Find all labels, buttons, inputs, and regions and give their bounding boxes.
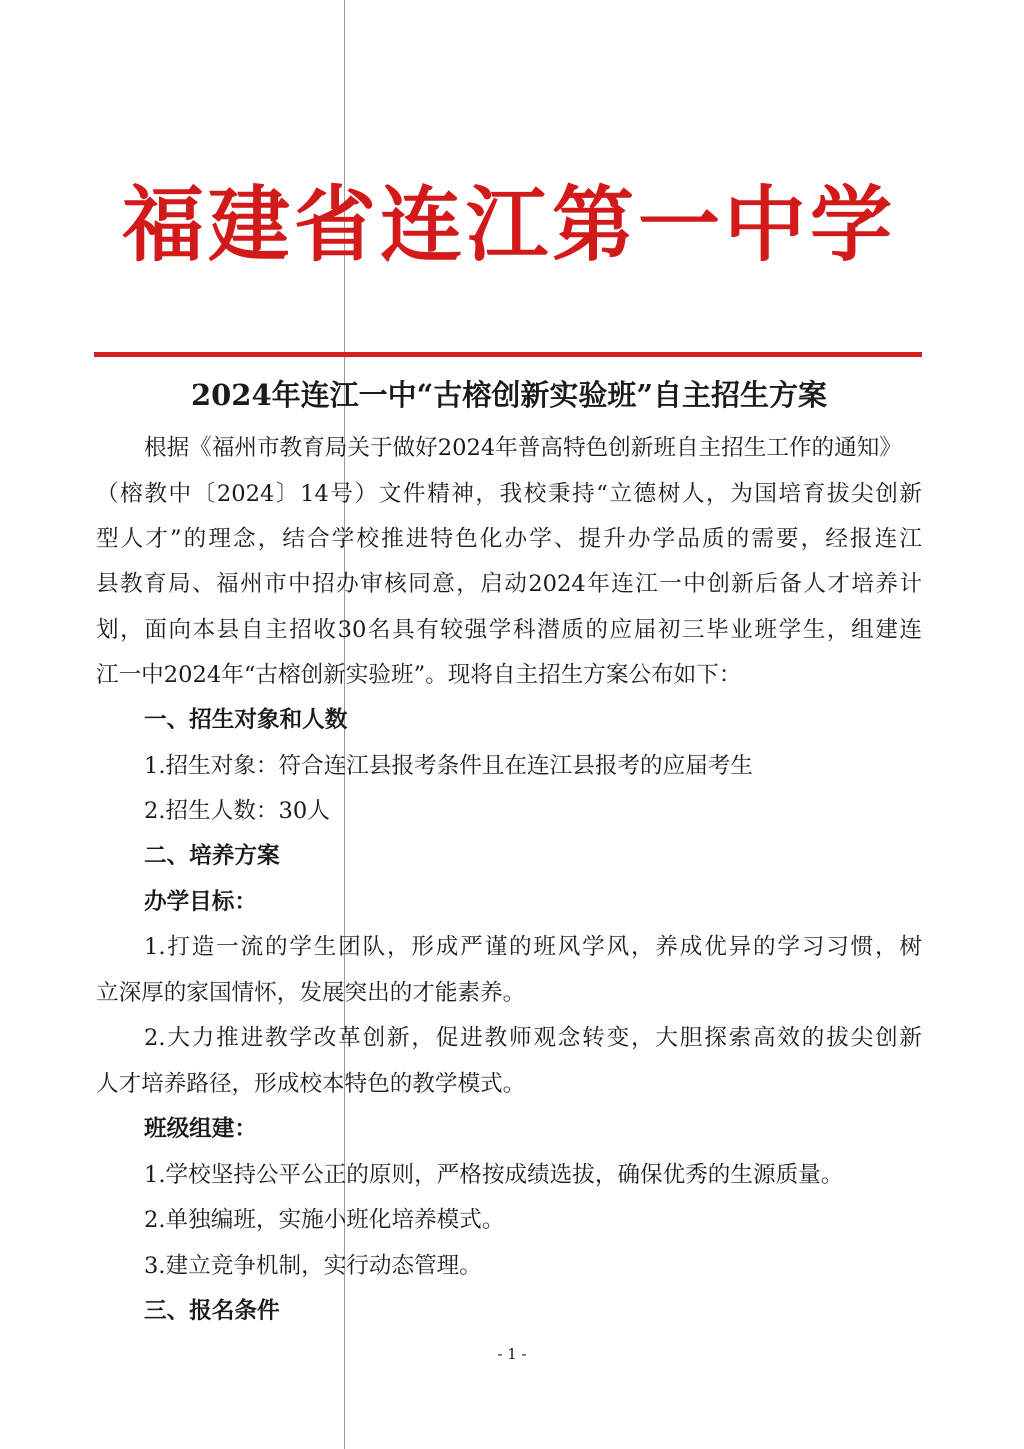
class-item-2: 2.单独编班，实施小班化培养模式。 — [144, 1207, 505, 1233]
intro-line-1: 根据《福州市教育局关于做好2024年普高特色创新班自主招生工作的通知》 — [144, 435, 902, 461]
section3-heading: 三、报名条件 — [144, 1298, 280, 1324]
section2-heading: 二、培养方案 — [144, 843, 280, 869]
goals-heading: 办学目标： — [144, 889, 257, 915]
goal-1-line-1: 1.打造一流的学生团队，形成严谨的班风学风，养成优异的学习习惯，树 — [144, 934, 922, 960]
intro-line-6: 江一中2024年“古榕创新实验班”。现将自主招生方案公布如下： — [96, 662, 742, 688]
red-divider-rule — [94, 352, 922, 357]
intro-line-3: 型人才”的理念，结合学校推进特色化办学、提升办学品质的需要，经报连江 — [96, 526, 922, 552]
class-heading: 班级组建： — [144, 1116, 257, 1142]
goal-1-line-2: 立深厚的家国情怀，发展突出的才能素养。 — [96, 980, 526, 1006]
school-masthead: 福建省连江第一中学 — [121, 177, 896, 273]
page-number: - 1 - — [497, 1345, 527, 1363]
section1-item-1: 1.招生对象：符合连江县报考条件且在连江县报考的应届考生 — [144, 753, 753, 779]
section1-item-2: 2.招生人数：30人 — [144, 798, 330, 824]
class-item-1: 1.学校坚持公平公正的原则，严格按成绩选拔，确保优秀的生源质量。 — [144, 1162, 844, 1188]
section1-heading: 一、招生对象和人数 — [144, 707, 348, 733]
intro-line-2: （榕教中〔2024〕14号）文件精神，我校秉持“立德树人，为国培育拔尖创新 — [96, 481, 922, 507]
goal-2-line-2: 人才培养路径，形成校本特色的教学模式。 — [96, 1071, 526, 1097]
document-title: 2024年连江一中“古榕创新实验班”自主招生方案 — [190, 378, 828, 412]
goal-2-line-1: 2.大力推进教学改革创新，促进教师观念转变，大胆探索高效的拔尖创新 — [144, 1025, 922, 1051]
intro-line-4: 县教育局、福州市中招办审核同意，启动2024年连江一中创新后备人才培养计 — [96, 571, 922, 597]
class-item-3: 3.建立竞争机制，实行动态管理。 — [144, 1253, 482, 1279]
intro-line-5: 划，面向本县自主招收30名具有较强学科潜质的应届初三毕业班学生，组建连 — [96, 617, 922, 643]
